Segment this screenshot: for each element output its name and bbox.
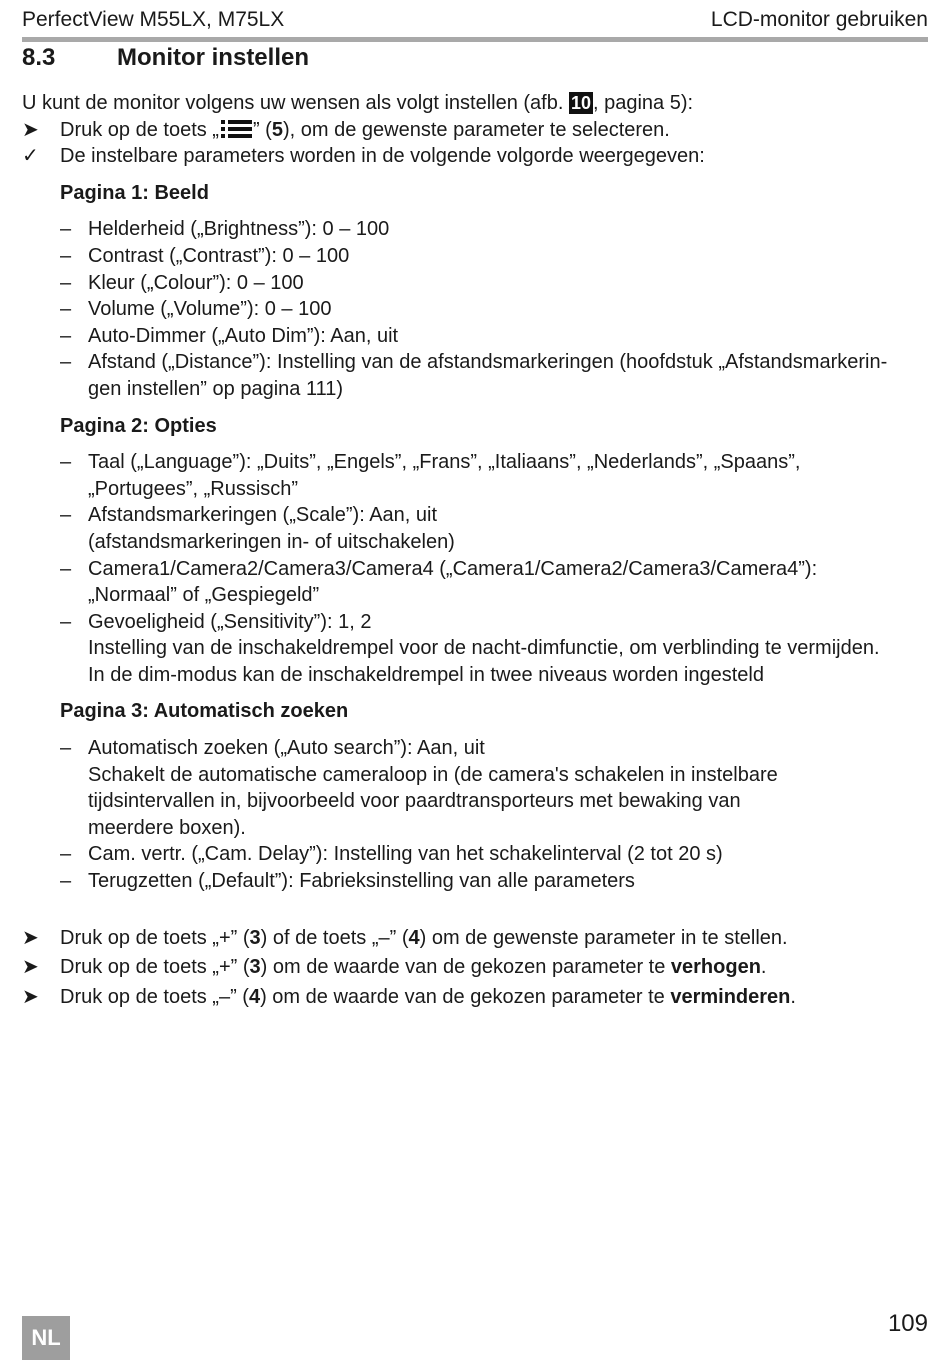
- dash-marker: –: [60, 271, 72, 294]
- header-chapter: LCD-monitor gebruiken: [710, 8, 928, 31]
- list-item: [22, 841, 932, 868]
- figure-number-badge: 10: [570, 93, 591, 113]
- step3-emphasis: verhogen: [670, 956, 761, 979]
- list-item: [22, 609, 932, 636]
- list-item: [22, 449, 932, 476]
- list-item: [22, 868, 932, 895]
- list-item-cont: Schakelt de automatische cameraloop in (de camera's schakelen in instelbare: [88, 763, 778, 786]
- dash-marker: –: [60, 557, 72, 580]
- header-product: PerfectView M55LX, M75LX: [22, 8, 285, 31]
- check-text: De instelbare parameters worden in de volgende volgorde weergegeven:: [60, 145, 705, 168]
- section-number: 8.3: [22, 44, 56, 71]
- list-item-cont: „Normaal” of „Gespiegeld”: [88, 584, 320, 607]
- list-item: [22, 216, 932, 243]
- item-text: Kleur („Colour”): 0 – 100: [88, 271, 304, 294]
- page-header: [22, 6, 928, 34]
- list-item: [22, 502, 932, 529]
- dash-marker: –: [60, 504, 72, 527]
- language-badge: NL: [22, 1316, 70, 1360]
- arrow-icon: ➤: [22, 118, 39, 141]
- dash-marker: –: [60, 843, 72, 866]
- item-text: Afstandsmarkeringen („Scale”): Aan, uit: [88, 504, 438, 527]
- list-item: [22, 735, 932, 762]
- step4-text-mid: ) om de waarde van de gekozen parameter te: [260, 985, 671, 1008]
- dash-marker: –: [60, 737, 72, 760]
- item-text: Automatisch zoeken („Auto search”): Aan, uit: [88, 737, 485, 760]
- step3-text-mid: ) om de waarde van de gekozen parameter te: [260, 956, 671, 979]
- list-item: [22, 270, 932, 297]
- step3-key: 3: [249, 956, 261, 979]
- step2-text-end: ) om de gewenste parameter in te stellen.: [419, 926, 788, 949]
- step2-text: Druk op de toets „+” (: [60, 926, 250, 949]
- dash-marker: –: [60, 324, 72, 347]
- arrow-icon: ➤: [22, 926, 39, 949]
- dash-marker: –: [60, 244, 72, 267]
- menu-icon: [219, 119, 253, 139]
- step4-emphasis: verminderen: [670, 985, 791, 1008]
- list-item: [22, 323, 932, 350]
- page3-heading: Pagina 3: Automatisch zoeken: [60, 700, 349, 723]
- item-text: Volume („Volume”): 0 – 100: [88, 298, 332, 321]
- step2-key-plus: 3: [249, 926, 261, 949]
- list-item: [22, 296, 932, 323]
- intro-text: U kunt de monitor volgens uw wensen als volgt instellen (afb.: [22, 92, 569, 114]
- item-text: Camera1/Camera2/Camera3/Camera4 („Camera1/Camera2/Camera3/Camera4”):: [88, 557, 818, 580]
- list-item: [22, 349, 932, 376]
- list-item: [22, 243, 932, 270]
- step4-key: 4: [248, 985, 261, 1008]
- step4-text: Druk op de toets „–” (: [60, 985, 249, 1008]
- item-text: Afstand („Distance”): Instelling van de afstandsmarkeringen (hoofdstuk „Afstandsmarkerin-: [88, 351, 888, 374]
- intro-line: [22, 90, 932, 117]
- check-line: [22, 143, 932, 170]
- step2-text-mid: ) of de toets „–” (: [260, 926, 409, 949]
- arrow-icon: ➤: [22, 985, 39, 1008]
- step3-text: Druk op de toets „+” (: [60, 956, 250, 979]
- list-item: [22, 556, 932, 583]
- item-text: Terugzetten („Default”): Fabrieksinstelling van alle parameters: [88, 870, 635, 893]
- step1-text: Druk op de toets „: [60, 118, 219, 141]
- step1-text-end: ), om de gewenste parameter te selecteren.: [282, 118, 670, 141]
- checkmark-icon: ✓: [22, 145, 39, 168]
- list-item-cont: Instelling van de inschakeldrempel voor de nacht-dimfunctie, om verblinding te vermijden.: [88, 637, 880, 660]
- step1-key: 5: [271, 118, 283, 141]
- intro-text-end: , pagina 5):: [592, 92, 694, 114]
- item-text: Auto-Dimmer („Auto Dim”): Aan, uit: [88, 324, 399, 347]
- step-decrease: [22, 984, 932, 1011]
- header-rule: [22, 37, 928, 42]
- page1-heading: Pagina 1: Beeld: [60, 181, 209, 204]
- list-item-cont: (afstandsmarkeringen in- of uitschakelen): [88, 530, 455, 553]
- list-item-cont: meerdere boxen).: [88, 816, 246, 839]
- item-text: Contrast („Contrast”): 0 – 100: [88, 244, 350, 267]
- item-text: Helderheid („Brightness”): 0 – 100: [88, 218, 390, 241]
- page-number: 109: [887, 1310, 928, 1337]
- step-select-parameter: [22, 117, 932, 144]
- dash-marker: –: [60, 451, 72, 474]
- list-item-cont: tijdsintervallen in, bijvoorbeeld voor paardtransporteurs met bewaking van: [88, 790, 741, 813]
- list-item-cont: „Portugees”, „Russisch”: [88, 477, 299, 500]
- page-content: [22, 90, 932, 1010]
- list-item-cont: gen instellen” op pagina 111): [88, 377, 343, 400]
- section-heading: Monitor instellen: [117, 44, 309, 71]
- page2-heading: Pagina 2: Opties: [60, 414, 217, 437]
- section-title: [22, 44, 309, 72]
- step3-text-end: .: [760, 956, 767, 979]
- dash-marker: –: [60, 218, 72, 241]
- arrow-icon: ➤: [22, 956, 39, 979]
- step2-key-minus: 4: [408, 926, 420, 949]
- dash-marker: –: [60, 870, 72, 893]
- step-increase: [22, 954, 932, 981]
- dash-marker: –: [60, 351, 72, 374]
- step-set-parameter: [22, 925, 932, 952]
- dash-marker: –: [60, 298, 72, 321]
- item-text: Gevoeligheid („Sensitivity”): 1, 2: [88, 610, 372, 633]
- item-text: Cam. vertr. („Cam. Delay”): Instelling van het schakelinterval (2 tot 20 s): [88, 843, 723, 866]
- dash-marker: –: [60, 610, 72, 633]
- step1-text-mid: ” (: [252, 118, 272, 141]
- item-text: Taal („Language”): „Duits”, „Engels”, „Frans”, „Italiaans”, „Nederlands”, „Spaans”,: [88, 451, 801, 474]
- step4-text-end: .: [790, 985, 796, 1008]
- list-item-cont: In de dim-modus kan de inschakeldrempel in twee niveaus worden ingesteld: [88, 663, 764, 686]
